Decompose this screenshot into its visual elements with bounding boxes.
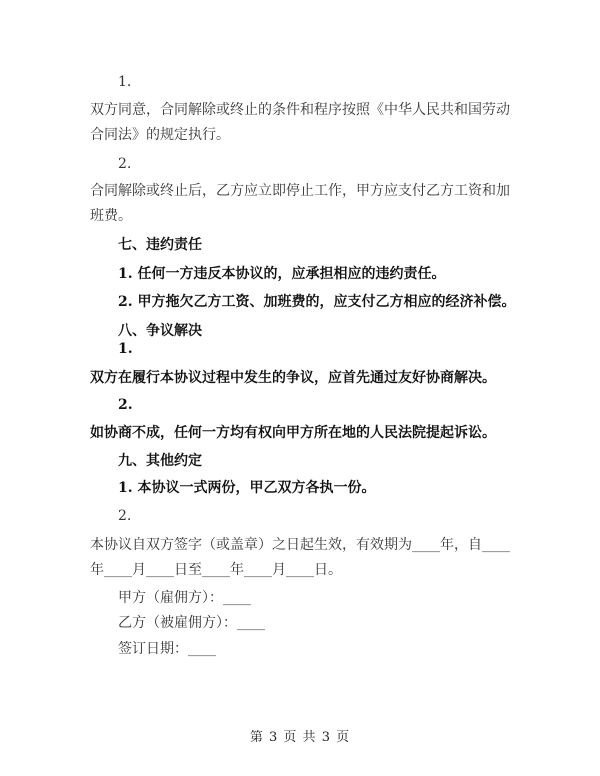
item-number: 2.	[118, 397, 133, 413]
paragraph-line: 2. 甲方拖欠乙方工资、加班费的，应支付乙方相应的经济补偿。	[118, 294, 516, 310]
section-heading: 九、其他约定	[118, 453, 202, 469]
paragraph-line: 年____月____日至____年____月____日。	[90, 562, 342, 578]
paragraph-line: 双方在履行本协议过程中发生的争议，应首先通过友好协商解决。	[90, 370, 496, 386]
section-heading: 七、违约责任	[118, 237, 202, 253]
paragraph-line: 如协商不成，任何一方均有权向甲方所在地的人民法院提起诉讼。	[90, 425, 496, 441]
paragraph-line: 合同解除或终止后，乙方应立即停止工作，甲方应支付乙方工资和加	[90, 183, 510, 199]
paragraph-line: 本协议自双方签字（或盖章）之日起生效，有效期为____年，自____	[90, 537, 510, 553]
section-heading: 八、争议解决	[118, 323, 202, 339]
signing-date-line: 签订日期：____	[118, 641, 216, 657]
item-number: 2.	[118, 156, 132, 172]
page-footer: 第 3 页 共 3 页	[249, 730, 351, 745]
paragraph-line: 双方同意，合同解除或终止的条件和程序按照《中华人民共和国劳动	[90, 102, 510, 118]
paragraph-line: 1. 任何一方违反本协议的，应承担相应的违约责任。	[118, 266, 446, 282]
item-number: 1.	[118, 341, 133, 357]
item-number: 2.	[118, 508, 132, 524]
paragraph-line: 合同法》的规定执行。	[90, 127, 230, 143]
paragraph-line: 1. 本协议一式两份，甲乙双方各执一份。	[118, 480, 376, 496]
signature-line-party-a: 甲方（雇佣方）：____	[118, 590, 251, 606]
paragraph-line: 班费。	[90, 208, 132, 224]
signature-line-party-b: 乙方（被雇佣方）：____	[118, 615, 265, 631]
item-number: 1.	[118, 74, 132, 90]
